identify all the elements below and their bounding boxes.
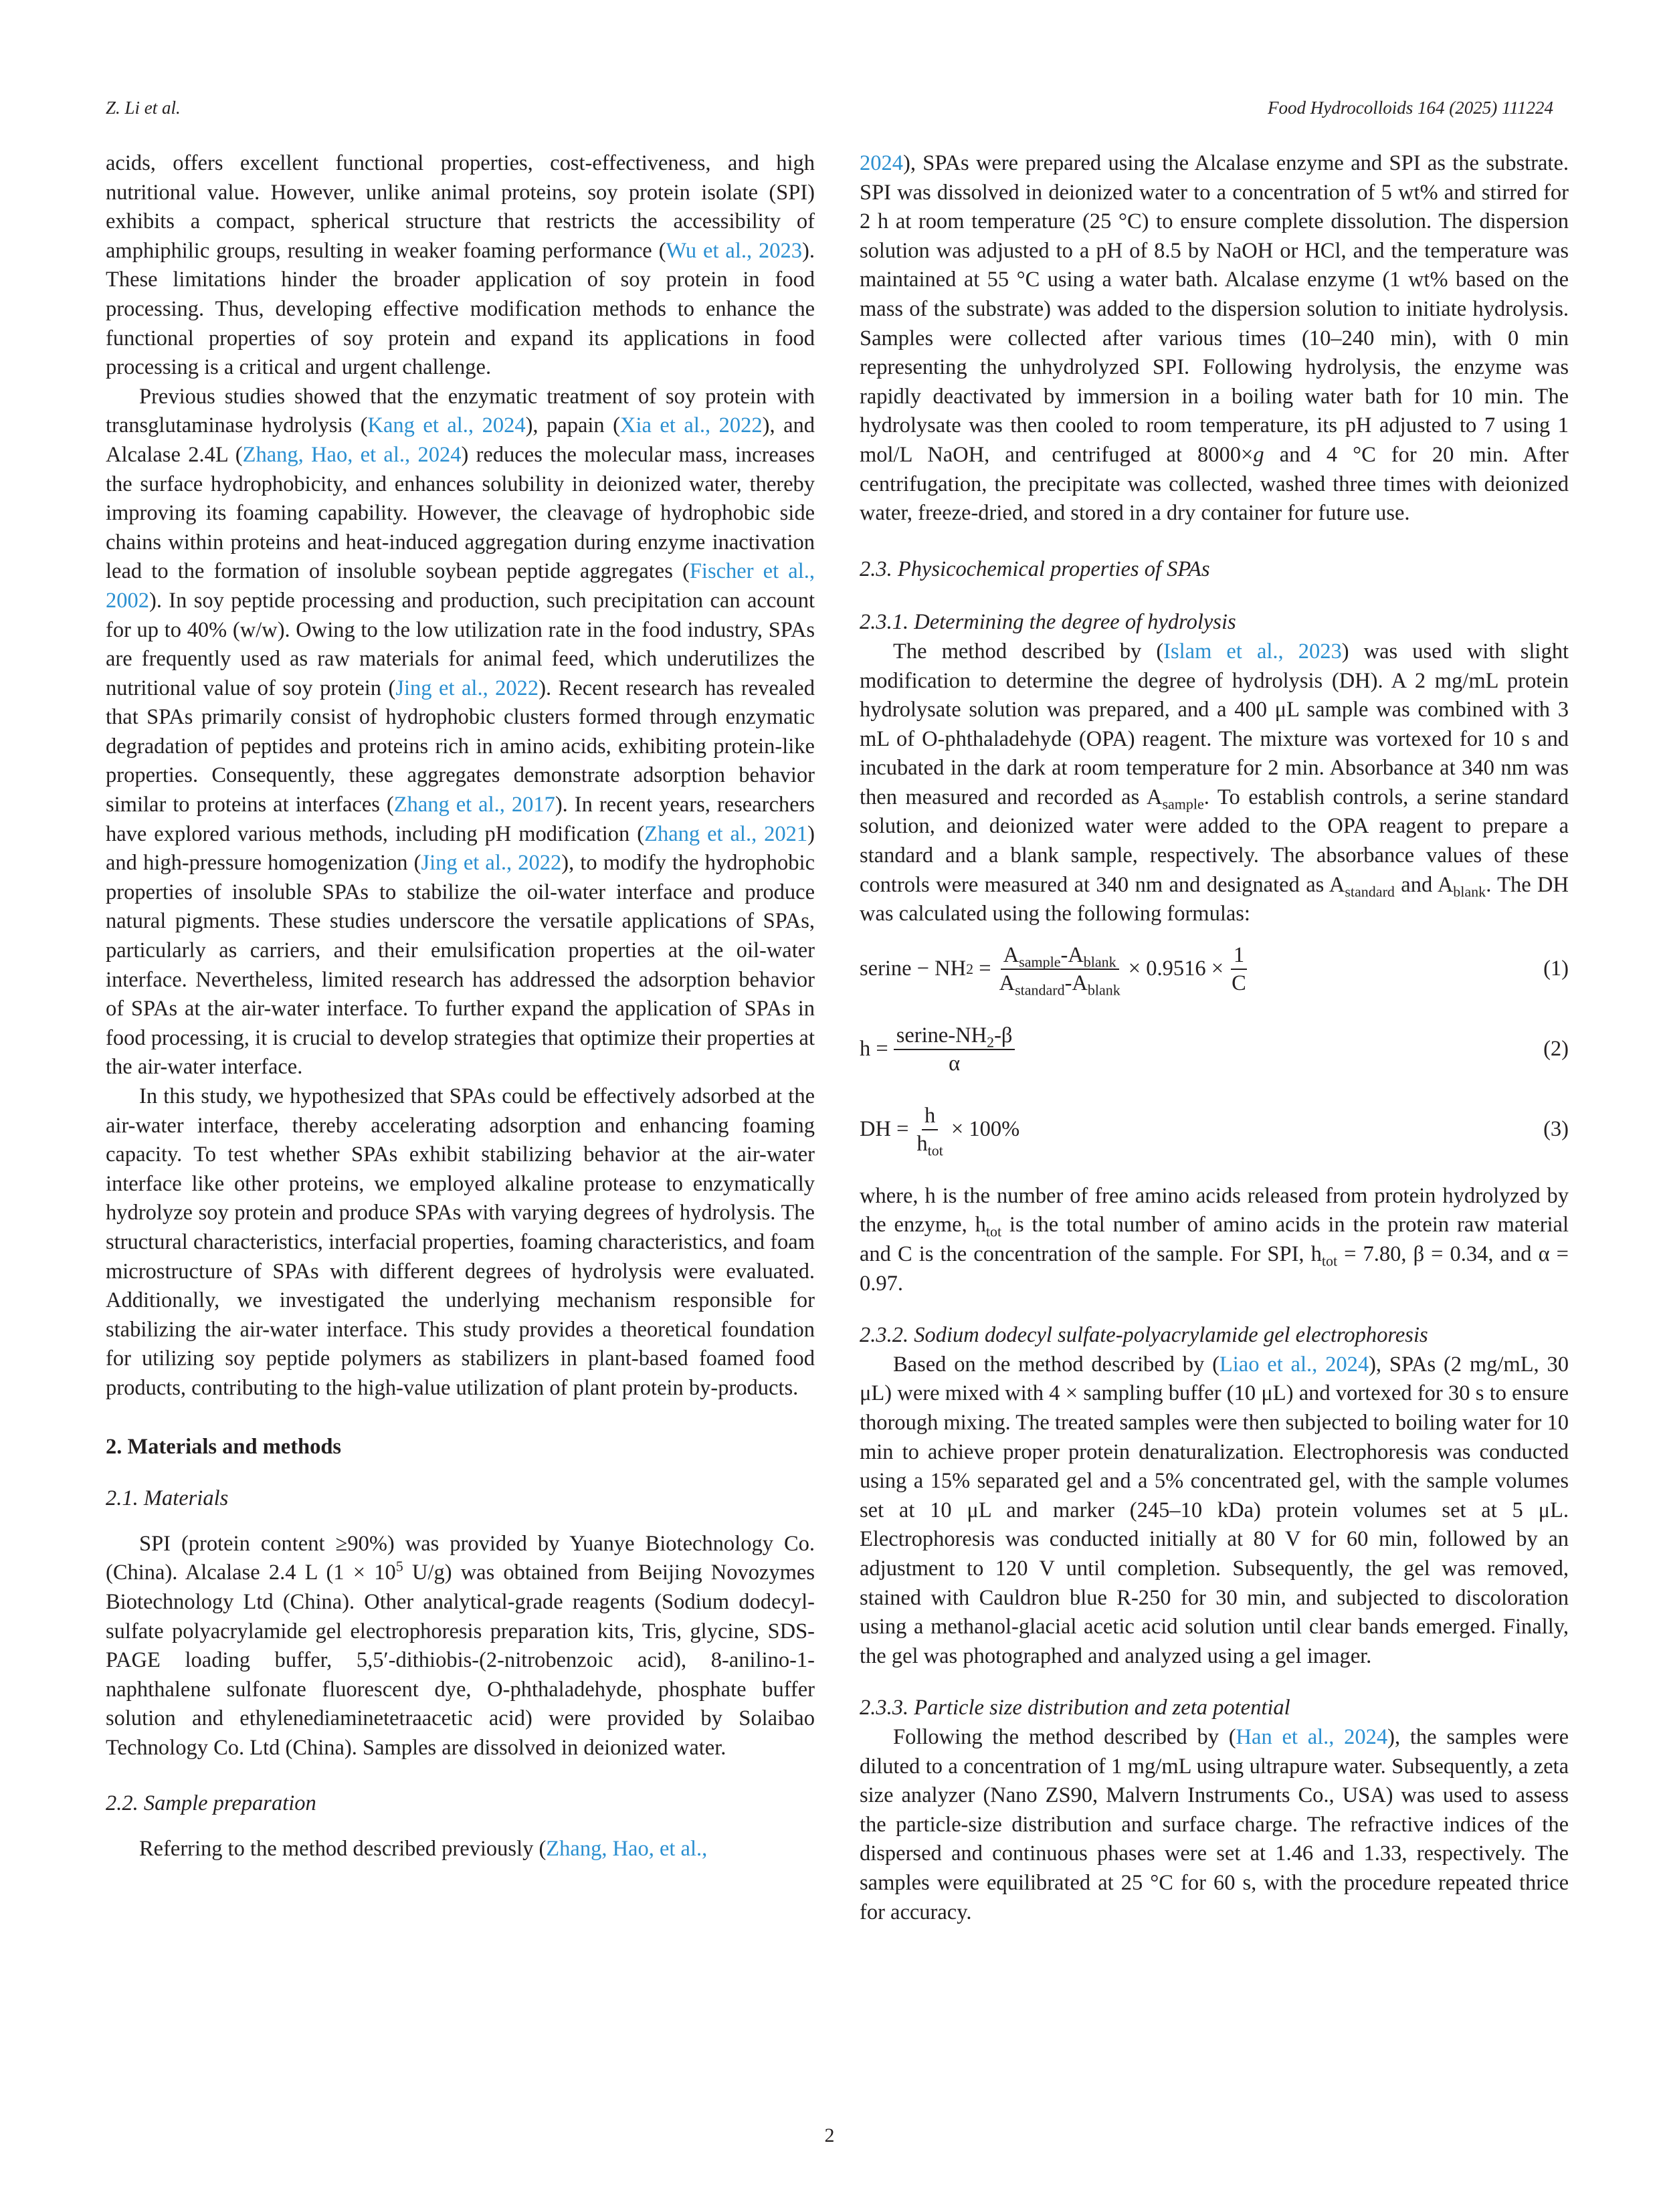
section-heading: 2. Materials and methods <box>106 1434 342 1459</box>
left-column <box>106 149 815 1864</box>
citation-link[interactable]: Zhang et al., 2021 <box>644 821 808 846</box>
citation-link[interactable]: Han et al., 2024 <box>1236 1724 1388 1749</box>
subsection-heading: 2.2. Sample preparation <box>106 1791 316 1816</box>
citation-link[interactable]: Zhang et al., 2017 <box>393 793 555 817</box>
citation-link[interactable]: Kang et al., 2024 <box>367 413 526 438</box>
page-number: 2 <box>824 2124 835 2146</box>
paragraph: Following the method described by (Han et al., 2024), the samples were diluted to a concentration of 1 mg/mL using ultrapure water. Subsequently, a zeta size analyzer (Nano ZS90, Malvern Instruments Co., USA) was used to assess the particle-size distribution and surface charge. The refractive indices of the dispersed and continuous phases were set at 1.46 and 1.33, respectively. The samples were equilibrated at 25 °C for 60 s, with the procedure repeated thrice for accuracy. <box>860 1724 1569 1924</box>
equation-number: (1) <box>1543 957 1569 981</box>
equation-1: serine − NH 2 = $\frac{A_{sample}-A_{blank}}{A_{standard}-A_{blank}}$ × 0.9516 × $\frac{1}{C}$ (1) <box>860 942 1569 999</box>
equation-number: (2) <box>1543 1037 1569 1062</box>
citation-link[interactable]: Wu et al., 2023 <box>666 238 803 263</box>
running-header-journal: Food Hydrocolloids 164 (2025) 111224 <box>1268 98 1553 118</box>
citation-link[interactable]: Jing et al., 2022 <box>395 676 539 700</box>
paragraph: SPI (protein content ≥90%) was provided by Yuanye Biotechnology Co. (China). Alcalase 2.4 L ($1 \times 10^5$ U/g) was obtained from Beijing Novozymes Biotechnology Ltd (China). Other analytical-grade reagents (Sodium dodecyl-sulfate polyacrylamide gel electrophoresis preparation kits, Tris, glycine, SDS-PAGE loading buffer, 5,5′-dithiobis-(2-nitrobenzoic acid), 8-anilino-1-naphthalene sulfonate fluorescent dye, O-phthaladehyde, phosphate buffer solution and ethylenediaminetetraacetic acid) were provided by Solaibao Technology Co. Ltd (China). Samples are dissolved in deionized water. <box>106 1531 815 1760</box>
equation-3: DH = $\frac{h}{h_{tot}}$ × 100% (3) <box>860 1103 1569 1159</box>
citation-link[interactable]: Zhang, Hao, et al., 2024 <box>242 442 462 467</box>
equation-2: h = $\frac{serine-NH_2-\beta}{\alpha}$ (2) <box>860 1023 1569 1076</box>
paragraph: where, h is the number of free amino acids released from protein hydrolyzed by the enzyme, $h_{tot}$ is the total number of amino acids in the protein raw material and C is the concentration of the sample. For SPI, $h_{tot} = 7.80$, β = 0.34, and α = 0.97. <box>860 1183 1569 1296</box>
running-header-authors: Z. Li et al. <box>106 98 181 118</box>
citation-link[interactable]: Jing et al., 2022 <box>421 851 562 876</box>
paragraph: In this study, we hypothesized that SPAs could be effectively adsorbed at the air-water interface, thereby accelerating adsorption and enhancing foaming capacity. To test whether SPAs exhibit stabilizing behavior at the air-water interface like other proteins, we employed alkaline protease to enzymatically hydrolyze soy protein and produce SPAs with varying degrees of hydrolysis. The structural characteristics, interfacial properties, foaming characteristics, and foam microstructure of SPAs with different degrees of hydrolysis were evaluated. Additionally, we investigated the underlying mechanism responsible for stabilizing the air-water interface. This study provides a theoretical foundation for utilizing soy peptide polymers as stabilizers in plant-based foamed food products, contributing to the high-value utilization of plant protein by-products. <box>106 1084 815 1400</box>
citation-link[interactable]: Fischer et al., 2002 <box>106 559 815 613</box>
right-column <box>860 149 1569 1927</box>
subsubsection-heading: 2.3.2. Sodium dodecyl sulfate-polyacrylamide gel electrophoresis <box>860 1323 1428 1348</box>
equation-number: (3) <box>1543 1117 1569 1142</box>
paragraph: Previous studies showed that the enzymatic treatment of soy protein with transglutaminase hydrolysis (Kang et al., 2024), papain (Xia et al., 2022), and Alcalase 2.4L (Zhang, Hao, et al., 2024) reduces the molecular mass, increases the surface hydrophobicity, and enhances solubility in deionized water, thereby improving its foaming capability. However, the cleavage of hydrophobic side chains within proteins and heat-induced aggregation during enzyme inactivation lead to the formation of insoluble soybean peptide aggregates (Fischer et al., 2002). In soy peptide processing and production, such precipitation can account for up to 40% (w/w). Owing to the low utilization rate in the food industry, SPAs are frequently used as raw materials for animal feed, which underutilizes the nutritional value of soy protein (Jing et al., 2022). Recent research has revealed that SPAs primarily consist of hydrophobic clusters formed through enzymatic degradation of peptides and proteins rich in amino acids, exhibiting protein-like properties. Consequently, these aggregates demonstrate adsorption behavior similar to proteins at interfaces (Zhang et al., 2017). In recent years, researchers have explored various methods, including pH modification (Zhang et al., 2021) and high-pressure homogenization (Jing et al., 2022), to modify the hydrophobic properties of insoluble SPAs to stabilize the oil-water interface and produce natural pigments. These studies underscore the versatile applications of SPAs, particularly as carriers, and their emulsification properties at the oil-water interface. Nevertheless, limited research has addressed the adsorption behavior of SPAs at the air-water interface. To further expand the application of SPAs in food processing, it is crucial to develop strategies that optimize their properties at the air-water interface. <box>106 384 815 1080</box>
subsubsection-heading: 2.3.1. Determining the degree of hydrolysis <box>860 610 1236 635</box>
citation-link[interactable]: Xia et al., 2022 <box>620 413 763 438</box>
subsection-heading: 2.3. Physicochemical properties of SPAs <box>860 557 1210 581</box>
paragraph: 2024), SPAs were prepared using the Alcalase enzyme and SPI as the substrate. SPI was dissolved in deionized water to a concentration of 5 wt% and stirred for 2 h at room temperature (25 °C) to ensure complete dissolution. The dispersion solution was adjusted to a pH of 8.5 by NaOH or HCl, and the temperature was maintained at 55 °C using a water bath. Alcalase enzyme (1 wt% based on the mass of the substrate) was added to the dispersion solution to initiate hydrolysis. Samples were collected after various times (10–240 min), with 0 min representing the unhydrolyzed SPI. Following hydrolysis, the enzyme was rapidly deactivated by immersion in a boiling water bath for 10 min. The hydrolysate was then cooled to room temperature, its pH adjusted to 7 using 1 mol/L NaOH, and centrifuged at 8000×g and 4 °C for 20 min. After centrifugation, the precipitate was collected, washed three times with deionized water, freeze-dried, and stored in a dry container for future use. <box>860 151 1569 526</box>
citation-link[interactable]: Liao et al., 2024 <box>1219 1352 1369 1377</box>
paragraph: acids, offers excellent functional properties, cost-effectiveness, and high nutritional value. However, unlike animal proteins, soy protein isolate (SPI) exhibits a compact, spherical structure that restricts the accessibility of amphiphilic groups, resulting in weaker foaming performance (Wu et al., 2023). These limitations hinder the broader application of soy protein in food processing. Thus, developing effective modification methods to enhance the functional properties of soy protein and expand its applications in food processing is a critical and urgent challenge. <box>106 151 815 380</box>
subsection-heading: 2.1. Materials <box>106 1486 229 1511</box>
paragraph: Referring to the method described previously (Zhang, Hao, et al., <box>139 1837 708 1862</box>
paragraph: Based on the method described by (Liao et al., 2024), SPAs (2 mg/mL, 30 μL) were mixed with 4 × sampling buffer (10 μL) and vortexed for 30 s to ensure thorough mixing. The treated samples were then subjected to boiling water for 10 min to achieve proper protein denaturalization. Electrophoresis was conducted using a 15% separated gel and a 5% concentrated gel, with the sample volumes set at 10 μL and marker (245–10 kDa) protein volumes set at 5 μL. Electrophoresis was conducted initially at 80 V for 60 min, followed by an adjustment to 120 V until completion. Subsequently, the gel was removed, stained with Cauldron blue R-250 for 30 min, and subjected to discoloration using a methanol-glacial acetic acid solution until clear bands emerged. Finally, the gel was photographed and analyzed using a gel imager. <box>860 1352 1569 1668</box>
citation-link[interactable]: 2024 <box>860 151 903 175</box>
paragraph: The method described by (Islam et al., 2023) was used with slight modification to determine the degree of hydrolysis (DH). A 2 mg/mL protein hydrolysate solution was prepared, and a 400 μL sample was combined with 3 mL of O-phthaladehyde (OPA) reagent. The mixture was vortexed for 10 s and incubated in the dark at room temperature for 2 min. Absorbance at 340 nm was then measured and recorded as $A_{sample}$. To establish controls, a serine standard solution, and deionized water were added to the OPA reagent to prepare a standard and a blank sample, respectively. The absorbance values of these controls were measured at 340 nm and designated as $A_{standard}$ and $A_{blank}$. The DH was calculated using the following formulas: <box>860 639 1569 926</box>
citation-link[interactable]: Islam et al., 2023 <box>1163 639 1342 664</box>
citation-link[interactable]: Zhang, Hao, et al., <box>546 1837 708 1862</box>
subsubsection-heading: 2.3.3. Particle size distribution and zeta potential <box>860 1696 1290 1720</box>
